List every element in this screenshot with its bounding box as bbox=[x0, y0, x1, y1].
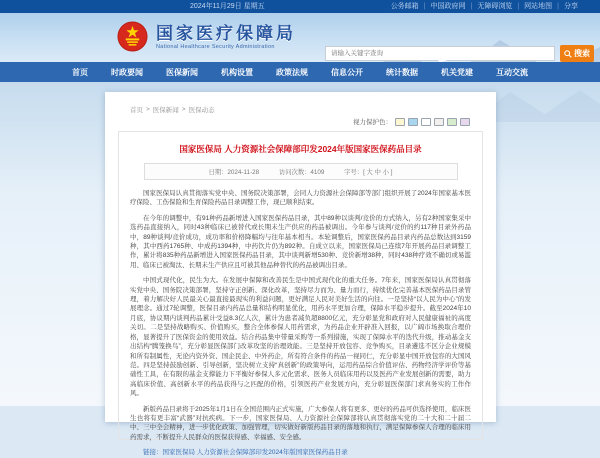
site-title: 国家医疗保障局 bbox=[156, 23, 296, 43]
eye-protect-swatch-white[interactable] bbox=[421, 118, 431, 126]
article-container bbox=[118, 131, 483, 457]
main-nav bbox=[0, 62, 600, 82]
article-paragraph: 在今年的调整中，有91种药品新增进入国家医保药品目录，其中89种以谈判/竞价的方式纳入，另有2种国家集采中选药品直接纳入，同时43种临床已被替代或长期未生产供应的药品被调出。今年参与谈判/竞价的约117种目录外药品中，89种谈判/竞价成功，成功率和价格降幅均与往年基本相当。本轮调整后，国家医保药品目录内药品总数达到3159种，其中西药1765种、中成药1394种，中药饮片仍为892种。自成立以来，国家医保局已连续7年开展药品目录调整工作，累计将835种药品新增进入国家医保药品目录，其中谈判新增530种、竞价新增38种，同时438种疗效不确切或易滥用、临床已被淘汰、长期未生产供应且可被其他品种替代的药品被调出目录。 bbox=[130, 214, 471, 269]
eye-protect-swatch-yellow[interactable] bbox=[395, 118, 405, 126]
font-size-switcher[interactable]: 字号：[ 大 中 小 ] bbox=[344, 169, 393, 176]
nav-item-party-building[interactable]: 机关党建 bbox=[441, 67, 473, 77]
eye-protect-swatch-purple[interactable] bbox=[460, 118, 470, 126]
nav-item-organization[interactable]: 机构设置 bbox=[221, 67, 253, 77]
breadcrumb-separator: > bbox=[146, 106, 150, 113]
nav-item-current-politics[interactable]: 时政要闻 bbox=[111, 67, 143, 77]
separator: | bbox=[557, 3, 559, 10]
article-visit-count: 访问次数：4109 bbox=[278, 169, 325, 176]
article-meta-bar bbox=[144, 163, 458, 180]
breadcrumb-medical-news[interactable]: 医保新闻 bbox=[152, 107, 179, 114]
eye-protect-swatch-green[interactable] bbox=[447, 118, 457, 126]
breadcrumb bbox=[105, 92, 496, 114]
eye-protect-swatch-blue[interactable] bbox=[408, 118, 418, 126]
topbar-link-accessibility[interactable]: 无障碍浏览 bbox=[477, 3, 513, 10]
article-title: 国家医保局 人力资源社会保障部印发2024年版国家医保药品目录 bbox=[179, 144, 422, 154]
article-date: 日期：2024-11-28 bbox=[208, 169, 260, 176]
article-paragraph: 国家医保局认真贯彻落实党中央、国务院决策部署，会同人力资源社会保障部等部门组织开展了2024年国家基本医疗保险、工伤保险和生育保险药品目录调整工作，现已顺利结束。 bbox=[130, 190, 471, 207]
article-paragraph: 新版药品目录将于2025年1月1日在全国范围内正式实施，广大参保人将有更多、更好的药品可供选择使用，临床医生也将有更丰富“武器”对抗疾病。下一步，国家医保局、人力资源社会保障部将认真贯彻落实党的二十大和二十届二中、三中全会精神，进一步优化政策、加强管理，切实做好新版药品目录的落地和执行，满足保障参保人合理的临床用药需求，不断提升人民群众的医保获得感、幸福感、安全感。 bbox=[130, 405, 471, 441]
breadcrumb-home[interactable]: 首页 bbox=[130, 107, 143, 114]
topbar-links bbox=[391, 0, 578, 13]
topbar-link-share[interactable]: 分享 bbox=[564, 3, 578, 10]
nav-item-medical-insurance-news[interactable]: 医保新闻 bbox=[166, 67, 198, 77]
current-date: 2024年11月29日 星期五 bbox=[190, 3, 265, 10]
content-card bbox=[105, 92, 496, 457]
topbar-link-mailbox[interactable]: 公务邮箱 bbox=[390, 3, 419, 10]
logo-text bbox=[156, 24, 296, 50]
related-link[interactable]: 链接：国家医保局 人力资源社会保障部印发2024年版国家医保药品目录 bbox=[143, 449, 348, 457]
search-icon bbox=[564, 50, 572, 58]
topbar-link-sitemap[interactable]: 网站地图 bbox=[524, 3, 553, 10]
nav-item-interaction[interactable]: 互动交流 bbox=[496, 67, 528, 77]
nav-item-policies[interactable]: 政策法规 bbox=[276, 67, 308, 77]
eye-protect-label: 视力保护色： bbox=[353, 119, 392, 126]
eye-protect-swatch-gray[interactable] bbox=[434, 118, 444, 126]
article-body bbox=[125, 189, 476, 458]
breadcrumb-separator: > bbox=[181, 106, 186, 113]
search-button-label: 搜索 bbox=[574, 49, 590, 58]
search-button[interactable] bbox=[560, 45, 594, 62]
national-emblem-icon bbox=[117, 21, 148, 52]
site-logo[interactable] bbox=[117, 21, 296, 52]
separator: | bbox=[517, 3, 520, 10]
eye-protect-row bbox=[105, 114, 496, 126]
separator: | bbox=[423, 3, 426, 10]
nav-item-statistics[interactable]: 统计数据 bbox=[386, 67, 418, 77]
separator: | bbox=[470, 3, 473, 10]
topbar-link-gov[interactable]: 中国政府网 bbox=[430, 3, 466, 10]
article-paragraph: 中国式现代化，民生为大。在发展中保障和改善民生是中国式现代化的重大任务。7年来，国家医保局认真贯彻落实党中央、国务院决策部署，坚持守正创新、深化改革，坚持尽力而为、量力而行，持续优化完善基本医保药品目录管理，着力解决好人民最关心最直接最现实的利益问题，更好满足人民对美好生活的向往。一是坚持“以人民为中心”的发展理念。通过7轮调整，医保目录内药品总量和结构明显优化，用药水平更加合理，保障水平稳步提升。截至2024年10月底，协议期内谈判药品累计受益8.3亿人次，累计为患者减负超8800亿元，充分彰显党和政府对人民健康福祉的高度关切。二是坚持战略购买、价值购买，整合全体参保人用药需求，为药品企业开辟准入回报，以广阔市场换取合理价格，显著提升了医保资金的使用效益。结合药品集中带量采购等一系列措施，实现了保障水平的迭代升级，推动基金支出结构“腾笼换鸟”，充分彰显医保部门改革攻坚的治理效能。三是坚持开放包容、竞争购买，目录遴选不区分企业规模和所有制属性，无论内资外资、国企民企、中外药企，所有符合条件的药品一视同仁，充分彰显中国开放包容的大国风范。四是坚持鼓励创新、引导创新，坚决树立支持“真创新”的政策导向，运用药品综合价值评估、药物经济学评价等基础性工具，在有限的基金支撑能力下平衡好参保人多元化需求、医务人员临床用药以及医药产业发展创新的需要，助力高临床价值、高创新水平的药品获得与之匹配的价格，引领医药产业发展方向，充分彰显医保部门求真务实的工作作风。 bbox=[130, 277, 471, 398]
site-title-english: National Healthcare Security Administration bbox=[156, 43, 275, 50]
top-utility-bar bbox=[0, 0, 600, 13]
site-header bbox=[0, 13, 600, 62]
nav-item-info-disclosure[interactable]: 信息公开 bbox=[331, 67, 363, 77]
breadcrumb-current-page: 医保动态 bbox=[188, 107, 215, 114]
nav-item-home[interactable]: 首页 bbox=[72, 67, 88, 77]
